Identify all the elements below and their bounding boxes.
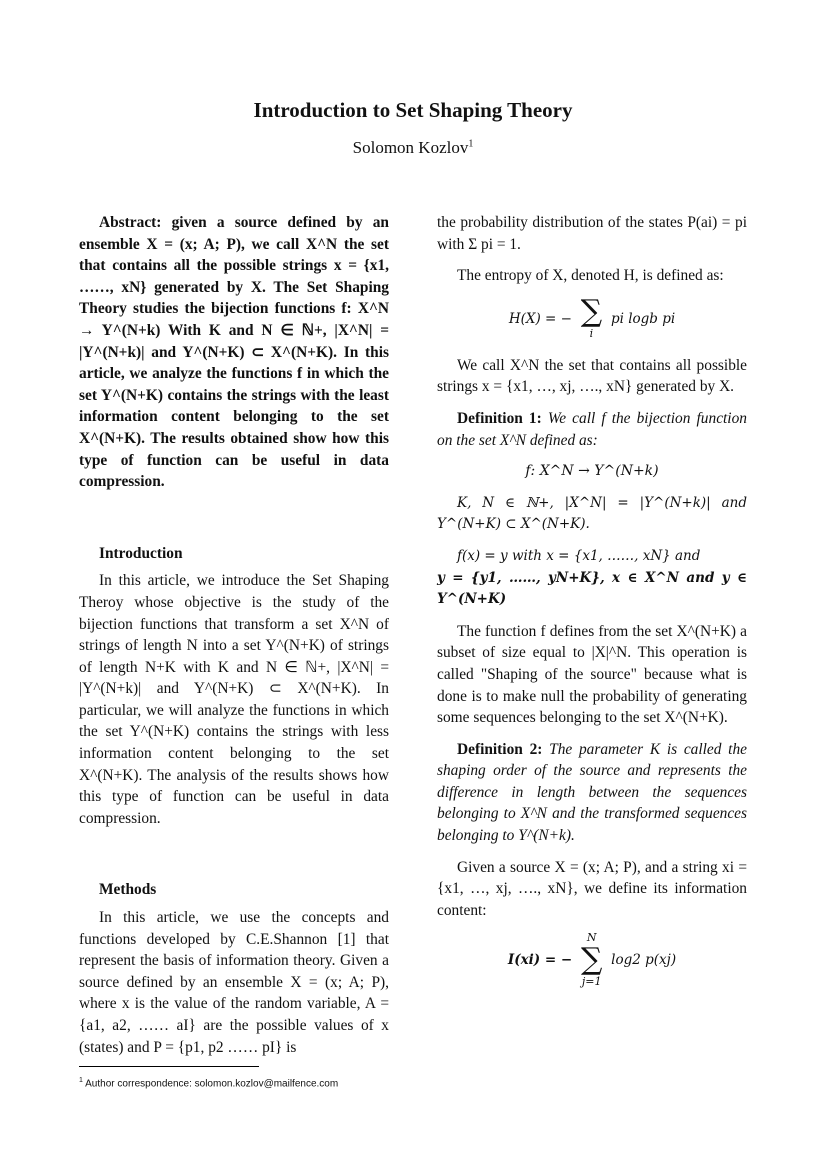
author-line (0, 138, 826, 158)
sum-symbol: N ∑ j=1 (580, 931, 603, 989)
sum-upper-limit: N (586, 931, 597, 945)
definition-1-label: Definition 1: (457, 409, 542, 427)
author-footnote-mark: 1 (468, 138, 474, 150)
entropy-lhs: H(X) = − (508, 310, 572, 327)
introduction-text: In this article, we introduce the Set Shaping Theroy whose objective is the study of the bijection functions that transform a set X^N of strings of length N into a set Y^(N+K) of strings of length N+K with K and N ∈ ℕ+, |X^N| = |Y^(N+k)| and Y^(N+K) ⊂ X^(N+K). In particular, we will analyze the functions in which the set Y^(N+K) contains the strings with less information content belonging to the set X^(N+K). The analysis of the results shows how this type of function can be useful in data compression. (79, 572, 389, 827)
strings-set-paragraph: We call X^N the set that contains all possible strings x = {x1, …, xj, …., xN} generated by X. (437, 356, 747, 396)
info-lhs: I(xi) = − (507, 952, 573, 969)
right-column (437, 212, 747, 1003)
probability-paragraph: the probability distribution of the states P(ai) = pi with Σ pi = 1. (437, 214, 747, 253)
sum-symbol: ∑ i (580, 293, 603, 340)
mapping-line-1: f(x) = y with x = {x1, ……, xN} and (457, 547, 701, 564)
mapping-line-2: y = {y1, ……, yN+K}, x ∈ X^N and y ∈ Y^(N+K) (437, 569, 747, 608)
left-column (79, 212, 389, 1068)
footnote-mark: 1 (79, 1077, 83, 1084)
abstract-label: Abstract: (99, 214, 162, 231)
definition-2 (437, 739, 747, 847)
information-equation (437, 931, 747, 989)
sum-lower-limit: j=1 (581, 975, 602, 989)
methods-text: In this article, we use the concepts and functions developed by C.E.Shannon [1] that represent the basis of information theory. Given a source defined by an ensemble X = (x; A; P), where x is the value of the random variable, A = {a1, a2, …… aI} are the possible values of x (states) and P = {p1, p2 …… pI} is (79, 909, 389, 1056)
introduction-heading: Introduction (99, 544, 183, 562)
abstract-text: given a source defined by an ensemble X = (x; A; P), we call X^N the set that contains all the possible strings x = {x1, ……, xN} generated by X. The Set Shaping Theory studies the bijection functions f: X^N → Y^(N+k) With K and N ∈ ℕ+, |X^N| = |Y^(N+k)| and Y^(N+K) ⊂ X^(N+K). In this article, we analyze the functions f in which the set Y^(N+K) contains the strings with the least information content belonging to the set X^(N+K). The results obtained show how this type of function can be useful in data compression. (79, 214, 389, 491)
bijection-equation: f: X^N → Y^(N+k) (525, 463, 659, 480)
definition-2-text: The parameter K is called the shaping order of the source and represents the difference in length between the sequences belonging to X^N and the transformed sequences belonging to Y^(N+k). (437, 740, 747, 845)
entropy-equation (437, 293, 747, 341)
footnote-text: Author correspondence: solomon.kozlov@mailfence.com (85, 1078, 339, 1090)
author-name: Solomon Kozlov (352, 138, 469, 157)
footnote-divider (79, 1066, 259, 1067)
spacer (79, 503, 389, 543)
entropy-rhs: pi logb pi (610, 310, 676, 327)
footnote (79, 1077, 338, 1089)
sum-index: i (589, 326, 594, 340)
definition-2-label: Definition 2: (457, 740, 543, 758)
definition-1 (437, 408, 747, 451)
spacer (79, 839, 389, 879)
info-rhs: log2 p(xj) (611, 952, 677, 969)
entropy-intro: The entropy of X, denoted H, is defined as: (457, 267, 724, 285)
shaping-paragraph: The function f defines from the set X^(N+K) a subset of size equal to |X|^N. This operation is called "Shaping of the source" because what is done is to make null the probability of generating some sequences belonging to the set X^(N+K). (437, 622, 747, 727)
methods-heading: Methods (99, 881, 157, 899)
information-content-paragraph: Given a source X = (x; A; P), and a string xi = {x1, …, xj, …., xN}, we define its information content: (437, 858, 747, 919)
paper-title: Introduction to Set Shaping Theory (253, 98, 573, 122)
definition-1-text: We call f the bijection function on the set X^N defined as: (437, 409, 747, 449)
abstract (79, 212, 389, 493)
bijection-conditions: K, N ∈ ℕ+, |X^N| = |Y^(N+k)| and Y^(N+K) ⊂ X^(N+K). (437, 494, 747, 533)
